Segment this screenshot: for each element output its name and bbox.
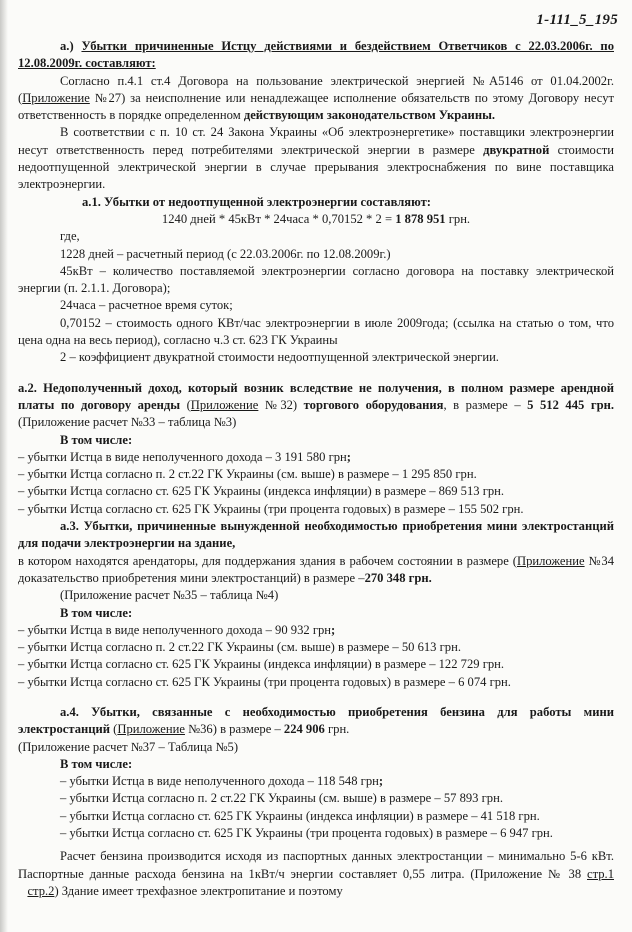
appendix-link-36[interactable]: Приложение: [117, 722, 185, 737]
appendix-link-32[interactable]: Приложение: [190, 397, 259, 412]
section-a1-heading: а.1. Убытки от недоотпущенной электроэнергии составляют:: [82, 194, 431, 209]
section-a2-including: В том числе:: [60, 432, 133, 447]
section-a1-where: где,: [60, 229, 80, 244]
section-a4-petrol-paragraph: Расчет бензина производится исходя из паспортных данных электростанции – минимально 5-6 кВт. Паспортные данные расхода бензина на 1кВт/ч энергии составляет 0,55 литра. (Приложение № 38 стр.1 стр.2) Здание имеет трехфазное электропитание и поэтому: [18, 849, 614, 898]
section-a1-line-4: 0,70152 – стоимость одного КВт/час электроэнергии в июле 2009года; (ссылка на статью о том, что цена одна на весь период), согласно ч.3 ст. 623 ГК Украины: [18, 315, 614, 348]
section-a4-item-1: – убытки Истца в виде неполученного дохода – 118 548 грн;: [60, 774, 384, 789]
section-a-heading: а.) Убытки причиненные Истцу действиями и бездействием Ответчиков с 22.03.2006г. по 12.08.2009г. составляют:: [18, 39, 614, 71]
scan-edge-shadow: [0, 0, 8, 932]
appendix-link-27[interactable]: Приложение: [22, 90, 90, 105]
section-a1-line-5: 2 – коэффициент двукратной стоимости недоотпущенной электрической энергии.: [60, 350, 499, 365]
section-a2-item-4: – убытки Истца согласно ст. 625 ГК Украины (три процента годовых) в размере – 155 502 грн.: [18, 501, 524, 516]
section-a2-heading: а.2. Недополученный доход, который возник вследствие не получения, в полном размере арендной платы по договору аренды (Приложение №32) торгового оборудования, в размере – 5 512 445 грн. (Приложение расчет №33 – таблица №3): [18, 380, 614, 430]
section-a4-including: В том числе:: [60, 756, 133, 771]
section-a3-heading: а.3. Убытки, причиненные вынужденной необходимостью приобретения мини электростанций для подачи электроэнергии на здание,: [18, 519, 614, 551]
section-a3-item-4: – убытки Истца согласно ст. 625 ГК Украины (три процента годовых) в размере – 6 074 грн.: [18, 674, 511, 689]
section-a1-line-3: 24часа – расчетное время суток;: [60, 298, 233, 313]
section-a2-item-3: – убытки Истца согласно ст. 625 ГК Украины (индекса инфляции) в размере – 869 513 грн.: [18, 484, 505, 499]
section-a2-item-2: – убытки Истца согласно п. 2 ст.22 ГК Украины (см. выше) в размере – 1 295 850 грн.: [18, 467, 477, 482]
section-a3-calc: (Приложение расчет №35 – таблица №4): [60, 588, 279, 603]
section-a-paragraph-2: В соответствии с п. 10 ст. 24 Закона Украины «Об электроэнергетике» поставщики электроэнергии несут ответственность перед потребителями электрической энергии в размере двукратной стоимости недоотпущенной электрической энергии в случае прерывания электроснабжения по вине поставщика электроэнергии.: [18, 125, 615, 192]
section-a-paragraph-1: Согласно п.4.1 ст.4 Договора на пользование электрической энергией №А5146 от 01.04.2002г. (Приложение №27) за неисполнение или ненадлежащее исполнение обязательств по этому Договору несут ответственность в порядке определенном действующим законодательством Украины.: [18, 73, 614, 123]
section-a4-heading: а.4. Убытки, связанные с необходимостью приобретения бензина для работы мини электростанций (Приложение №36) в размере – 224 906 грн.: [18, 704, 614, 737]
section-a1-line-1: 1228 дней – расчетный период (с 22.03.2006г. по 12.08.2009г.): [60, 246, 391, 261]
section-a4-item-2: – убытки Истца согласно п. 2 ст.22 ГК Украины (см. выше) в размере – 57 893 грн.: [60, 791, 503, 806]
section-a3-body: в котором находятся арендаторы, для поддержания здания в рабочем состоянии в размере (Приложение №34 доказательство приобретения мини электростанций) в размере –270 348 грн.: [18, 553, 614, 585]
appendix-38-page-1-link[interactable]: стр.1: [587, 866, 614, 881]
section-a1-line-2: 45кВт – количество поставляемой электроэнергии согласно договора на поставку электрической энергии (п. 2.1.1. Договора);: [18, 263, 614, 296]
appendix-link-34[interactable]: Приложение: [516, 553, 585, 568]
section-a4-item-3: – убытки Истца согласно ст. 625 ГК Украины (индекса инфляции) в размере – 41 518 грн.: [60, 808, 540, 823]
appendix-38-page-2-link[interactable]: стр.2: [27, 883, 55, 898]
section-a4-item-4: – убытки Истца согласно ст. 625 ГК Украины (три процента годовых) в размере – 6 947 грн.: [60, 826, 553, 841]
section-a3-item-2: – убытки Истца согласно п. 2 ст.22 ГК Украины (см. выше) в размере – 50 613 грн.: [18, 640, 461, 655]
document-id: 1-111_5_195: [536, 12, 618, 28]
section-a2-item-1: – убытки Истца в виде неполученного дохода – 3 191 580 грн;: [18, 449, 351, 464]
section-a4-calc: (Приложение расчет №37 – Таблица №5): [18, 739, 239, 754]
section-a3-item-3: – убытки Истца согласно ст. 625 ГК Украины (индекса инфляции) в размере – 122 729 грн.: [18, 657, 505, 672]
section-a3-including: В том числе:: [60, 605, 133, 620]
section-a1-formula: 1240 дней * 45кВт * 24часа * 0,70152 * 2 = 1 878 951 грн.: [161, 211, 471, 226]
document-body: [18, 38, 614, 900]
section-a3-item-1: – убытки Истца в виде неполученного дохода – 90 932 грн;: [18, 622, 336, 637]
